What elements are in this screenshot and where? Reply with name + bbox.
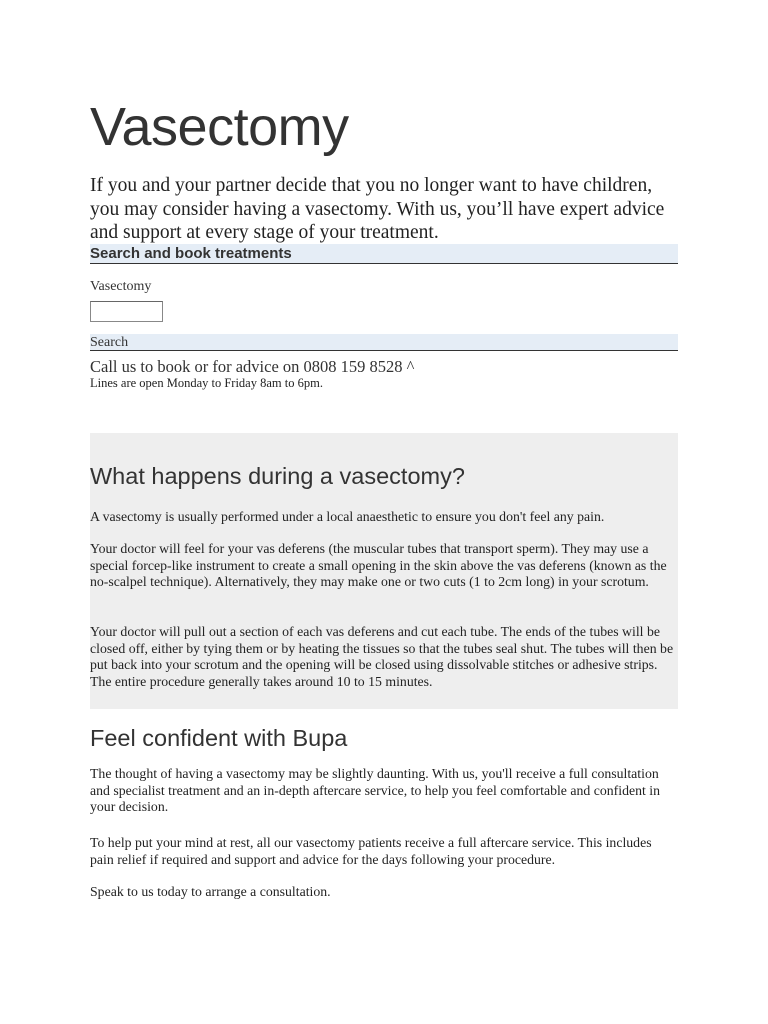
- intro-text: If you and your partner decide that you no longer want to have children, you may consider having a vasectomy. With us, you’ll have expert advice and support at every stage of your treatment.: [90, 175, 665, 243]
- opening-hours-text: Lines are open Monday to Friday 8am to 6pm.: [90, 376, 323, 390]
- treatment-field-label: Vasectomy: [90, 279, 152, 294]
- search-section-heading: Search and book treatments: [90, 244, 678, 264]
- procedure-heading: What happens during a vasectomy?: [90, 463, 465, 489]
- procedure-paragraph: A vasectomy is usually performed under a local anaesthetic to ensure you don't feel any pain.: [90, 509, 605, 524]
- consultation-cta-text: Speak to us today to arrange a consultation.: [90, 884, 331, 899]
- search-button[interactable]: Search: [90, 334, 678, 351]
- procedure-paragraph: Your doctor will pull out a section of each vas deferens and cut each tube. The ends of the tubes will be closed off, either by tying them or by heating the tissues so that the tubes seal shut. The tubes will then be put back into your scrotum and the opening will be closed using dissolvable stitches or adhesive strips.: [90, 624, 674, 673]
- procedure-paragraph: Your doctor will feel for your vas deferens (the muscular tubes that transport sperm). They may use a special forcep-like instrument to create a small opening in the skin above the vas deferens (known as the no-scalpel technique). Alternatively, they may make one or two cuts (1 to 2cm long) in your scrotum.: [90, 541, 667, 590]
- page-title: Vasectomy: [90, 97, 349, 157]
- procedure-duration-text: The entire procedure generally takes around 10 to 15 minutes.: [90, 673, 433, 689]
- confidence-paragraph: To help put your mind at rest, all our vasectomy patients receive a full aftercare service. This includes pain relief if required and support and advice for the days following your procedure.: [90, 835, 652, 867]
- procedure-paragraph-group: [90, 624, 678, 690]
- call-to-book-text: Call us to book or for advice on 0808 159 8528 ^: [90, 357, 415, 376]
- confidence-paragraph: The thought of having a vasectomy may be slightly daunting. With us, you'll receive a full consultation and specialist treatment and an in-depth aftercare service, to help you feel comfortable and confident in your decision.: [90, 766, 661, 815]
- confidence-heading: Feel confident with Bupa: [90, 725, 348, 751]
- procedure-info-panel: [90, 433, 678, 709]
- treatment-search-input[interactable]: [90, 301, 163, 322]
